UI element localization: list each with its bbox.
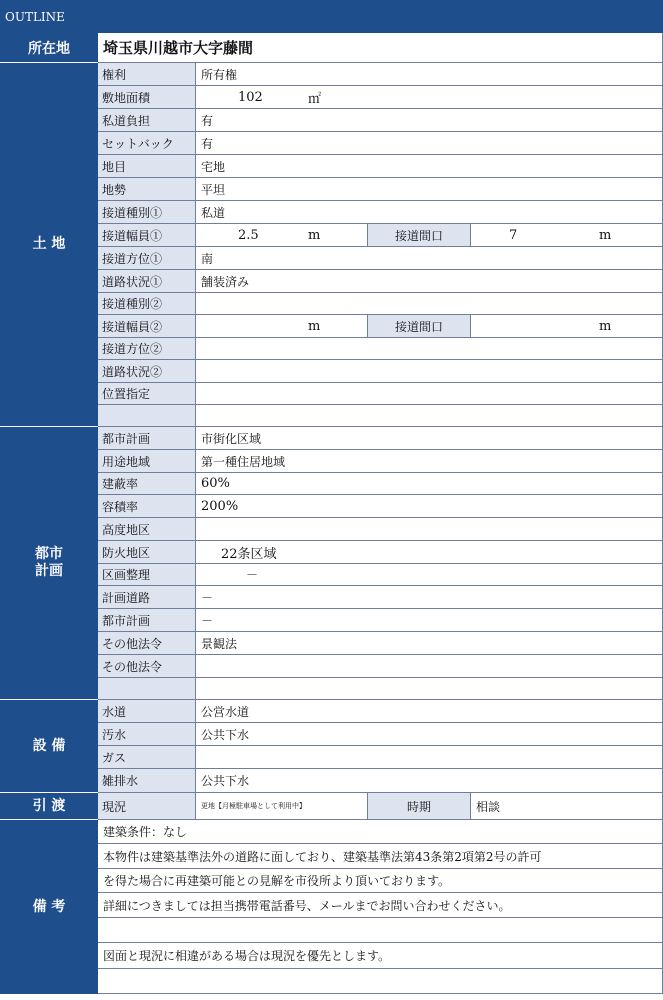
land-road1-status-label: 道路状況① bbox=[98, 270, 196, 293]
remarks-line-6-text: 図面と現況に相違がある場合は現況を優先とします。 bbox=[98, 943, 663, 969]
city-zone-label: 用途地域 bbox=[98, 450, 196, 473]
city-coverage-label: 建蔽率 bbox=[98, 473, 196, 495]
city-row-readjust bbox=[0, 564, 663, 586]
outline-header bbox=[0, 0, 663, 33]
equipment-water-label: 水道 bbox=[98, 700, 196, 723]
land-type-label: 地目 bbox=[98, 155, 196, 178]
land-road1-width-unit: m bbox=[308, 227, 321, 243]
land-road1-status-value: 舗装済み bbox=[196, 270, 663, 293]
city-planned-road-value: － bbox=[196, 586, 663, 609]
city-row-fire bbox=[0, 541, 663, 564]
city-row-far bbox=[0, 495, 663, 518]
land-position-label: 位置指定 bbox=[98, 383, 196, 405]
land-road2-type-label: 接道種別② bbox=[98, 293, 196, 315]
land-spacer-value bbox=[196, 405, 663, 427]
city-other-law2-label: その他法令 bbox=[98, 655, 196, 678]
city-height-label: 高度地区 bbox=[98, 518, 196, 541]
land-road1-width-cell bbox=[196, 224, 368, 247]
land-road2-frontage-unit: m bbox=[599, 318, 612, 334]
land-right-value: 所有権 bbox=[196, 63, 663, 86]
equipment-sewage-value: 公共下水 bbox=[196, 723, 663, 746]
land-road1-frontage-value: 7 bbox=[509, 227, 518, 243]
location-row bbox=[0, 33, 663, 63]
land-road2-width-cell bbox=[196, 315, 368, 338]
land-row-road2-width bbox=[0, 315, 663, 338]
land-private-road-value: 有 bbox=[196, 109, 663, 132]
remarks-line-2-text: 本物件は建築基準法外の道路に面しており、建築基準法第43条第2項第2号の許可 bbox=[98, 844, 663, 869]
city-far-label: 容積率 bbox=[98, 495, 196, 518]
handover-status-value: 更地【月極駐車場として利用中】 bbox=[196, 793, 368, 820]
city-row-coverage bbox=[0, 473, 663, 495]
land-road2-dir-label: 接道方位② bbox=[98, 338, 196, 360]
equipment-row-gas bbox=[0, 746, 663, 769]
city-other-law2-value bbox=[196, 655, 663, 678]
equipment-row-sewage bbox=[0, 723, 663, 746]
handover-row bbox=[0, 793, 663, 820]
remarks-line-6 bbox=[0, 943, 663, 969]
city-row-spacer bbox=[0, 678, 663, 700]
city-readjust-value: － bbox=[246, 568, 259, 582]
land-road1-width-label: 接道幅員① bbox=[98, 224, 196, 247]
land-road1-dir-label: 接道方位① bbox=[98, 247, 196, 270]
category-equipment: 設 備 bbox=[0, 700, 98, 793]
land-terrain-label: 地勢 bbox=[98, 178, 196, 201]
land-road1-frontage-label: 接道間口 bbox=[368, 224, 471, 247]
remarks-line-1 bbox=[0, 820, 663, 844]
remarks-line-5-text bbox=[98, 918, 663, 943]
city-zone-value: 第一種住居地域 bbox=[196, 450, 663, 473]
land-row-terrain bbox=[0, 178, 663, 201]
category-city-label: 都市計画 bbox=[35, 546, 63, 579]
equipment-row-drain bbox=[0, 769, 663, 793]
land-row-road2-type bbox=[0, 293, 663, 315]
city-plan-value: 市街化区域 bbox=[196, 427, 663, 450]
land-row-setback bbox=[0, 132, 663, 155]
land-road2-width-unit: m bbox=[308, 318, 321, 334]
city-coverage-value: 60% bbox=[196, 473, 663, 495]
land-road2-status-value bbox=[196, 360, 663, 383]
land-road1-frontage-cell bbox=[471, 224, 663, 247]
land-road2-dir-value bbox=[196, 338, 663, 360]
land-row-right bbox=[0, 63, 663, 86]
remarks-line-4 bbox=[0, 893, 663, 918]
city-plan-label: 都市計画 bbox=[98, 427, 196, 450]
location-value: 埼玉県川越市大字藤間 bbox=[98, 33, 663, 63]
equipment-gas-value bbox=[196, 746, 663, 769]
land-row-private-road bbox=[0, 109, 663, 132]
land-spacer-label bbox=[98, 405, 196, 427]
category-handover: 引 渡 bbox=[0, 793, 98, 820]
remarks-line-1-text: 建築条件：なし bbox=[98, 820, 663, 844]
land-road1-dir-value: 南 bbox=[196, 247, 663, 270]
land-row-road1-dir bbox=[0, 247, 663, 270]
city-planned-road-label: 計画道路 bbox=[98, 586, 196, 609]
handover-time-label: 時期 bbox=[368, 793, 471, 820]
city-spacer-value bbox=[196, 678, 663, 700]
land-road2-width-label: 接道幅員② bbox=[98, 315, 196, 338]
equipment-sewage-label: 汚水 bbox=[98, 723, 196, 746]
land-road1-width-value: 2.5 bbox=[238, 227, 259, 243]
city-readjust-label: 区画整理 bbox=[98, 564, 196, 586]
city-fire-label: 防火地区 bbox=[98, 541, 196, 564]
handover-status-label: 現況 bbox=[98, 793, 196, 820]
city-row-planned-road bbox=[0, 586, 663, 609]
land-row-spacer bbox=[0, 405, 663, 427]
city-row-height bbox=[0, 518, 663, 541]
equipment-drain-value: 公共下水 bbox=[196, 769, 663, 793]
city-height-value bbox=[196, 518, 663, 541]
city-spacer-label bbox=[98, 678, 196, 700]
city-far-value: 200% bbox=[196, 495, 663, 518]
land-row-land-type bbox=[0, 155, 663, 178]
land-road1-type-value: 私道 bbox=[196, 201, 663, 224]
land-terrain-value: 平坦 bbox=[196, 178, 663, 201]
city-row-plan bbox=[0, 427, 663, 450]
land-road1-frontage-unit: m bbox=[599, 227, 612, 243]
remarks-line-3-text: を得た場合に再建築可能との見解を市役所より頂いております。 bbox=[98, 869, 663, 893]
land-road1-type-label: 接道種別① bbox=[98, 201, 196, 224]
land-road2-frontage-cell bbox=[471, 315, 663, 338]
land-row-road2-dir bbox=[0, 338, 663, 360]
city-fire-cell bbox=[196, 541, 663, 564]
remarks-line-7-text bbox=[98, 969, 663, 994]
outline-title: OUTLINE bbox=[0, 0, 663, 33]
land-row-road1-status bbox=[0, 270, 663, 293]
equipment-drain-label: 雑排水 bbox=[98, 769, 196, 793]
land-row-road1-width bbox=[0, 224, 663, 247]
city-readjust-cell bbox=[196, 564, 663, 586]
city-row-other-law2 bbox=[0, 655, 663, 678]
city-other-law-value: 景観法 bbox=[196, 632, 663, 655]
land-area-unit: ㎡ bbox=[308, 91, 322, 107]
equipment-gas-label: ガス bbox=[98, 746, 196, 769]
land-setback-label: セットバック bbox=[98, 132, 196, 155]
remarks-line-7 bbox=[0, 969, 663, 994]
land-row-road1-type bbox=[0, 201, 663, 224]
land-private-road-label: 私道負担 bbox=[98, 109, 196, 132]
land-road2-status-label: 道路状況② bbox=[98, 360, 196, 383]
land-row-road2-status bbox=[0, 360, 663, 383]
city-row-other-law bbox=[0, 632, 663, 655]
equipment-row-water bbox=[0, 700, 663, 723]
city-row-zone bbox=[0, 450, 663, 473]
land-right-label: 権利 bbox=[98, 63, 196, 86]
land-area-label: 敷地面積 bbox=[98, 86, 196, 109]
city-fire-value: 22条区域 bbox=[221, 546, 277, 562]
location-label: 所在地 bbox=[0, 33, 98, 63]
category-remarks: 備 考 bbox=[0, 820, 98, 994]
land-type-value: 宅地 bbox=[196, 155, 663, 178]
city-plan2-label: 都市計画 bbox=[98, 609, 196, 632]
land-area-cell bbox=[196, 86, 663, 109]
category-land: 土 地 bbox=[0, 63, 98, 427]
remarks-line-2 bbox=[0, 844, 663, 869]
land-setback-value: 有 bbox=[196, 132, 663, 155]
land-area-value: 102 bbox=[238, 89, 263, 105]
remarks-line-3 bbox=[0, 869, 663, 893]
city-row-plan2 bbox=[0, 609, 663, 632]
handover-time-value: 相談 bbox=[471, 793, 663, 820]
remarks-line-5 bbox=[0, 918, 663, 943]
equipment-water-value: 公営水道 bbox=[196, 700, 663, 723]
land-row-position bbox=[0, 383, 663, 405]
city-plan2-value: － bbox=[196, 609, 663, 632]
land-row-area bbox=[0, 86, 663, 109]
remarks-line-4-text: 詳細につきましては担当携帯電話番号、メールまでお問い合わせください。 bbox=[98, 893, 663, 918]
land-position-value bbox=[196, 383, 663, 405]
land-road2-type-value bbox=[196, 293, 663, 315]
land-road2-frontage-label: 接道間口 bbox=[368, 315, 471, 338]
city-other-law-label: その他法令 bbox=[98, 632, 196, 655]
